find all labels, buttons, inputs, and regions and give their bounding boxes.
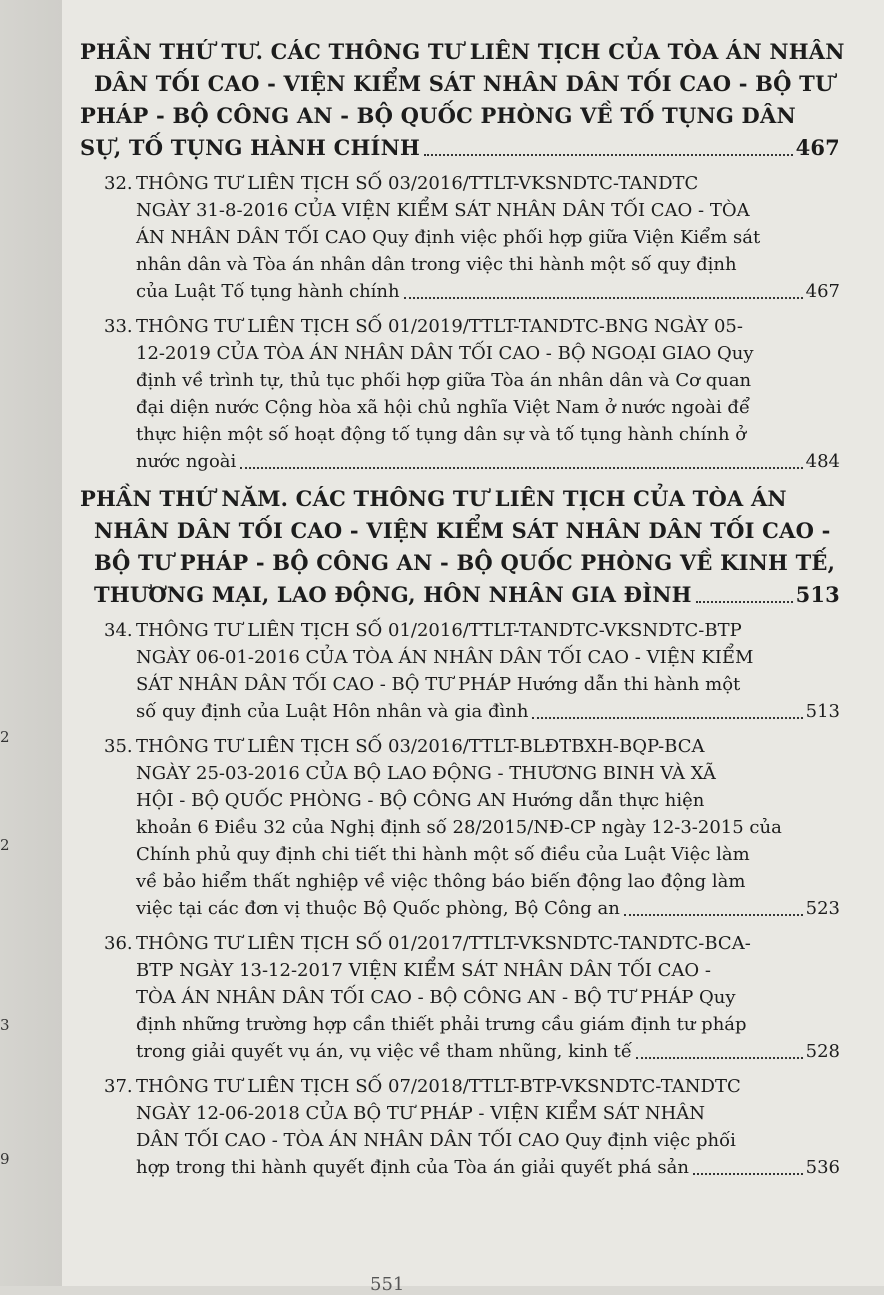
entry-line: THÔNG TƯ LIÊN TỊCH SỐ 03/2016/TTLT-BLĐTBXH-BQP-BCA xyxy=(136,736,705,757)
part-heading-line: BỘ TƯ PHÁP - BỘ CÔNG AN - BỘ QUỐC PHÒNG VỀ KINH TẾ, xyxy=(94,550,836,575)
entry-number: 36. xyxy=(104,933,133,954)
dot-leader xyxy=(696,601,793,603)
dot-leader xyxy=(624,914,803,916)
page-number: 484 xyxy=(805,451,840,472)
entry-line: DÂN TỐI CAO - TÒA ÁN NHÂN DÂN TỐI CAO Quy định việc phối xyxy=(136,1130,736,1151)
entry-leader xyxy=(80,278,840,305)
page-number: 523 xyxy=(805,898,840,919)
entry-line: THÔNG TƯ LIÊN TỊCH SỐ 03/2016/TTLT-VKSNDTC-TANDTC xyxy=(136,173,699,194)
page-number: 536 xyxy=(805,1157,840,1178)
entry-line: THÔNG TƯ LIÊN TỊCH SỐ 07/2018/TTLT-BTP-VKSNDTC-TANDTC xyxy=(136,1076,741,1097)
dot-leader xyxy=(404,297,803,299)
entry-number: 32. xyxy=(104,173,133,194)
part-heading-line: DÂN TỐI CAO - VIỆN KIỂM SÁT NHÂN DÂN TỐI CAO - BỘ TƯ xyxy=(94,71,834,96)
page-number: 513 xyxy=(795,582,840,607)
part-heading-line: PHẦN THỨ TƯ. CÁC THÔNG TƯ LIÊN TỊCH CỦA TÒA ÁN NHÂN xyxy=(80,39,845,64)
entry-line: của Luật Tố tụng hành chính xyxy=(136,281,400,302)
entry-line: đại diện nước Cộng hòa xã hội chủ nghĩa Việt Nam ở nước ngoài để xyxy=(136,397,751,418)
dot-leader xyxy=(424,154,793,156)
entry-number: 33. xyxy=(104,316,133,337)
entry-line: BTP NGÀY 13-12-2017 VIỆN KIỂM SÁT NHÂN DÂN TỐI CAO - xyxy=(136,960,711,981)
part-heading-line: THƯƠNG MẠI, LAO ĐỘNG, HÔN NHÂN GIA ĐÌNH xyxy=(94,582,692,607)
entry-line: số quy định của Luật Hôn nhân và gia đình xyxy=(136,701,529,722)
entry-line: THÔNG TƯ LIÊN TỊCH SỐ 01/2019/TTLT-TANDTC-BNG NGÀY 05- xyxy=(136,316,743,337)
entry-leader xyxy=(80,1038,840,1065)
toc-entry xyxy=(80,1073,840,1181)
toc-entry xyxy=(80,930,840,1065)
entry-leader xyxy=(80,698,840,725)
part-heading-line: NHÂN DÂN TỐI CAO - VIỆN KIỂM SÁT NHÂN DÂN TỐI CAO - xyxy=(94,518,831,543)
dot-leader xyxy=(636,1057,803,1059)
toc-entry xyxy=(80,170,840,305)
entry-line: NGÀY 25-03-2016 CỦA BỘ LAO ĐỘNG - THƯƠNG BINH VÀ XÃ xyxy=(136,763,716,784)
dot-leader xyxy=(240,467,802,469)
entry-line: trong giải quyết vụ án, vụ việc về tham nhũng, kinh tế xyxy=(136,1041,632,1062)
entry-number: 34. xyxy=(104,620,133,641)
entry-line: THÔNG TƯ LIÊN TỊCH SỐ 01/2016/TTLT-TANDTC-VKSNDTC-BTP xyxy=(136,620,742,641)
page-number: 528 xyxy=(805,1041,840,1062)
toc-entry xyxy=(80,617,840,725)
part-heading-line: PHẦN THỨ NĂM. CÁC THÔNG TƯ LIÊN TỊCH CỦA TÒA ÁN xyxy=(80,486,787,511)
entry-line: thực hiện một số hoạt động tố tụng dân sự và tố tụng hành chính ở xyxy=(136,424,747,445)
entry-line: hợp trong thi hành quyết định của Tòa án giải quyết phá sản xyxy=(136,1157,689,1178)
entry-line: việc tại các đơn vị thuộc Bộ Quốc phòng, Bộ Công an xyxy=(136,898,620,919)
part-heading-4 xyxy=(80,36,845,164)
dot-leader xyxy=(693,1173,803,1175)
entry-line: HỘI - BỘ QUỐC PHÒNG - BỘ CÔNG AN Hướng dẫn thực hiện xyxy=(136,790,705,811)
entry-line: NGÀY 06-01-2016 CỦA TÒA ÁN NHÂN DÂN TỐI CAO - VIỆN KIỂM xyxy=(136,647,754,668)
part-heading-leader xyxy=(80,579,840,611)
entry-line: Chính phủ quy định chi tiết thi hành một số điều của Luật Việc làm xyxy=(136,844,750,865)
entry-line: định những trường hợp cần thiết phải trưng cầu giám định tư pháp xyxy=(136,1014,747,1035)
entry-line: ÁN NHÂN DÂN TỐI CAO Quy định việc phối hợp giữa Viện Kiểm sát xyxy=(136,227,761,248)
part-heading-line: PHÁP - BỘ CÔNG AN - BỘ QUỐC PHÒNG VỀ TỐ TỤNG DÂN xyxy=(80,103,796,128)
dot-leader xyxy=(532,717,802,719)
toc-entry xyxy=(80,313,840,475)
book-spine xyxy=(0,0,62,1286)
part-heading-line: SỰ, TỐ TỤNG HÀNH CHÍNH xyxy=(80,135,421,160)
footer-page-number: 551 xyxy=(370,1274,405,1295)
margin-number: 3 xyxy=(0,1016,10,1034)
entry-leader xyxy=(80,1154,840,1181)
part-heading-leader xyxy=(80,132,840,164)
table-of-contents xyxy=(80,36,845,1189)
page-number: 467 xyxy=(795,135,840,160)
part-heading-5 xyxy=(80,483,840,611)
toc-entry xyxy=(80,733,840,922)
entry-number: 37. xyxy=(104,1076,133,1097)
entry-line: nhân dân và Tòa án nhân dân trong việc thi hành một số quy định xyxy=(136,254,737,275)
margin-number: 9 xyxy=(0,1150,10,1168)
entry-line: khoản 6 Điều 32 của Nghị định số 28/2015/NĐ-CP ngày 12-3-2015 của xyxy=(136,817,782,838)
entry-line: NGÀY 12-06-2018 CỦA BỘ TƯ PHÁP - VIỆN KIỂM SÁT NHÂN xyxy=(136,1103,706,1124)
margin-number: 2 xyxy=(0,836,10,854)
entry-leader xyxy=(80,448,840,475)
page-number: 467 xyxy=(805,281,840,302)
entry-number: 35. xyxy=(104,736,133,757)
entry-line: TÒA ÁN NHÂN DÂN TỐI CAO - BỘ CÔNG AN - BỘ TƯ PHÁP Quy xyxy=(136,987,736,1008)
entry-line: NGÀY 31-8-2016 CỦA VIỆN KIỂM SÁT NHÂN DÂN TỐI CAO - TÒA xyxy=(136,200,750,221)
entry-line: về bảo hiểm thất nghiệp về việc thông báo biến động lao động làm xyxy=(136,871,746,892)
entry-line: 12-2019 CỦA TÒA ÁN NHÂN DÂN TỐI CAO - BỘ NGOẠI GIAO Quy xyxy=(136,343,754,364)
entry-leader xyxy=(80,895,840,922)
entry-line: định về trình tự, thủ tục phối hợp giữa Tòa án nhân dân và Cơ quan xyxy=(136,370,752,391)
entry-line: THÔNG TƯ LIÊN TỊCH SỐ 01/2017/TTLT-VKSNDTC-TANDTC-BCA- xyxy=(136,933,751,954)
page-number: 513 xyxy=(805,701,840,722)
entry-line: SÁT NHÂN DÂN TỐI CAO - BỘ TƯ PHÁP Hướng dẫn thi hành một xyxy=(136,674,741,695)
entry-line: nước ngoài xyxy=(136,451,237,472)
margin-number: 2 xyxy=(0,728,10,746)
